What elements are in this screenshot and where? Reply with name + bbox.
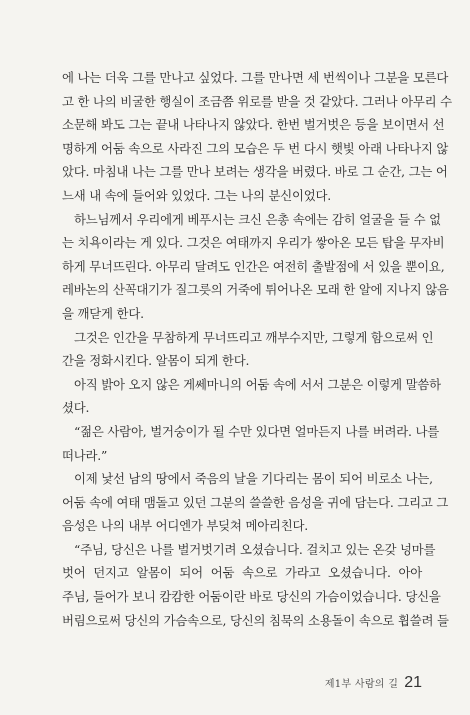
text-line: 이제 낯선 남의 땅에서 죽음의 날을 기다리는 몸이 되어 비로소 나는, <box>74 471 433 487</box>
text-line: 하게 무너뜨린다. 아무리 달려도 인간은 여전히 출발점에 서 있을 뿐이요, <box>62 258 445 274</box>
text-line: 음성은 나의 내부 어디엔가 부딪쳐 메아리친다. <box>62 518 309 534</box>
text-line: 떠나라.” <box>62 447 108 463</box>
text-line: 버림으로써 당신의 가슴속으로, 당신의 침묵의 소용돌이 속으로 휩쓸려 들 <box>62 612 449 628</box>
text-line: 주님, 들어가 보니 캄캄한 어둠이란 바로 당신의 가슴이었습니다. 당신을 <box>62 589 441 605</box>
text-line: 았다. 마침내 나는 그를 만나 보려는 생각을 버렸다. 바로 그 순간, 그는 어 <box>62 164 448 180</box>
text-line: 간을 정화시킨다. 알몸이 되게 한다. <box>62 353 250 369</box>
text-line: “젊은 사람아, 벌거숭이가 될 수만 있다면 얼마든지 나를 버려라. 나를 <box>74 423 440 439</box>
page-footer <box>325 673 422 693</box>
text-line: “주님, 당신은 나를 벌거벗기려 오셨습니다. 걸치고 있는 온갖 넝마를 <box>74 541 436 557</box>
text-line: 셨다. <box>62 400 90 416</box>
text-line: 소문해 봐도 그는 끝내 나타나지 않았다. 한번 벌거벗은 등을 보이면서 선 <box>62 117 445 133</box>
text-line: 는 치욕이라는 게 있다. 그것은 여태까지 우리가 쌓아온 모든 탑을 무자비 <box>62 235 445 251</box>
text-line: 벗어 던지고 알몸이 되어 어둠 속으로 가라고 오셨습니다. 아아 <box>62 565 422 581</box>
text-line: 아직 밝아 오지 않은 게쎄마니의 어둠 속에 서서 그분은 이렇게 말씀하 <box>74 376 441 392</box>
text-line: 에 나는 더욱 그를 만나고 싶었다. 그를 만나면 세 번씩이나 그분을 모른다 <box>62 70 449 85</box>
text-line: 어둠 속에 여태 맴돌고 있던 그분의 쓸쓸한 음성을 귀에 담는다. 그리고 그 <box>62 494 449 510</box>
text-line: 명하게 어둠 속으로 사라진 그의 모습은 두 번 다시 햇빛 아래 나타나지 않 <box>62 140 449 156</box>
running-head: 제1부 사람의 길 <box>324 679 399 690</box>
page-number: 21 <box>404 674 422 691</box>
text-line: 을 깨닫게 한다. <box>62 305 144 321</box>
text-line: 고 한 나의 비굴한 행실이 조금쯤 위로를 받을 것 같았다. 그러나 아무리 수 <box>62 93 452 109</box>
text-line: 레바논의 산꼭대기가 질그릇의 거죽에 튀어나온 모래 한 알에 지나지 않음 <box>62 282 449 298</box>
text-line: 그것은 인간을 무참하게 무너뜨리고 깨부수지만, 그렇게 함으로써 인 <box>74 329 434 345</box>
text-line: 하느님께서 우리에게 베푸시는 크신 은총 속에는 감히 얼굴을 들 수 없 <box>74 211 441 227</box>
body-text <box>62 66 452 632</box>
text-line: 느새 내 속에 들어와 있었다. 그는 나의 분신이었다. <box>62 187 332 203</box>
